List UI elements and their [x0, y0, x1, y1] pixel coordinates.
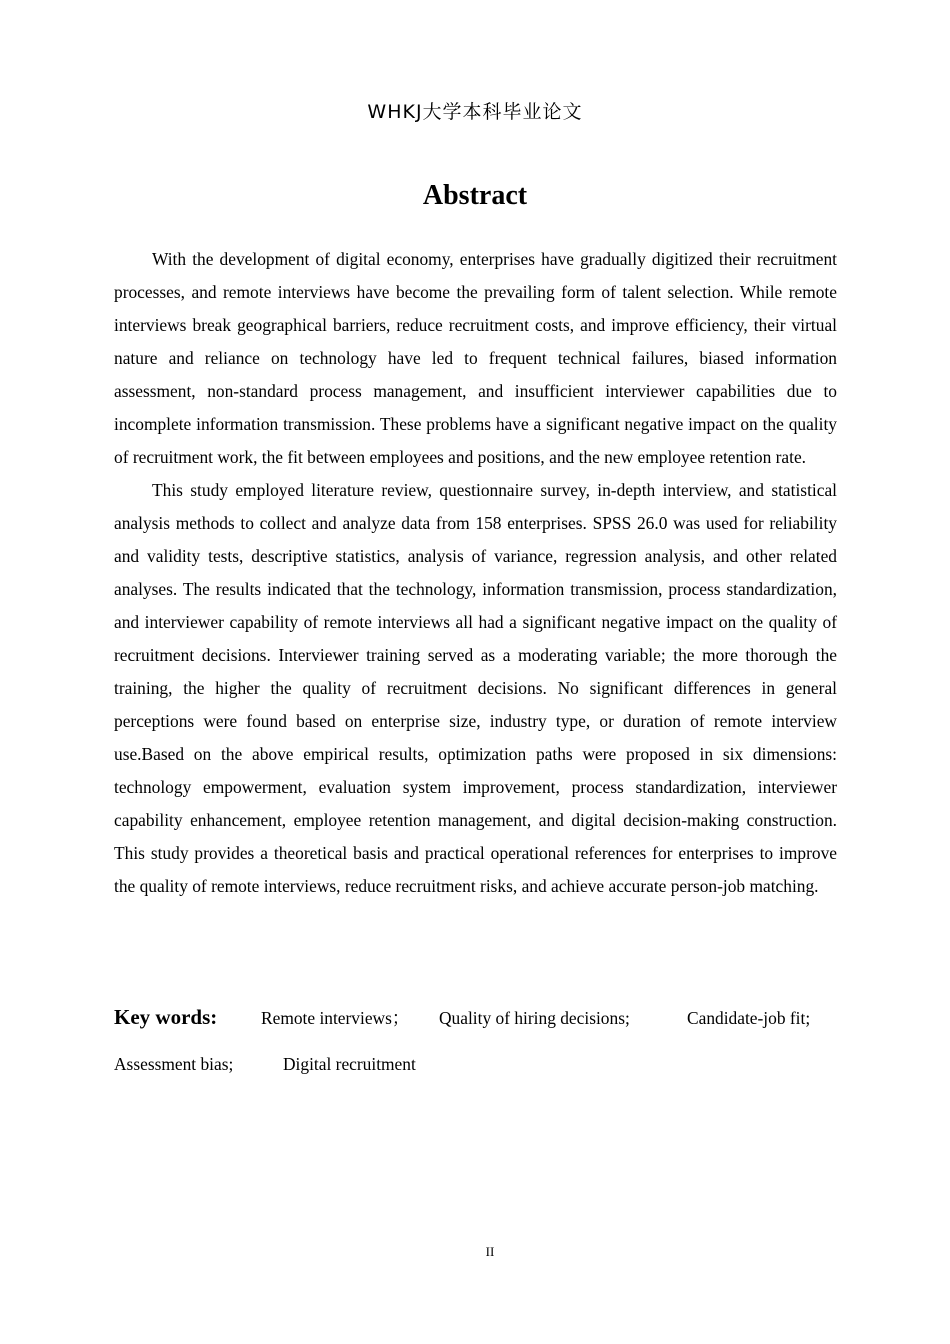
abstract-paragraph-2: This study employed literature review, questionnaire survey, in-depth interview, and statistical analysis methods to collect and analyze data from 158 enterprises. SPSS 26.0 was used for reliability and validity tests, descriptive statistics, analysis of variance, regression analysis, and other related analyses. The results indicated that the technology, information transmission, process standardization, and interviewer capability of remote interviews all had a significant negative impact on the quality of recruitment decisions. Interviewer training served as a moderating variable; the more thorough the training, the higher the quality of recruitment decisions. No significant differences in general perceptions were found based on enterprise size, industry type, or duration of remote interview use.Based on the above empirical results, optimization paths were proposed in six dimensions: technology empowerment, evaluation system improvement, process standardization, interviewer capability enhancement, employee retention management, and digital decision-making construction. This study provides a theoretical basis and practical operational references for enterprises to improve the quality of remote interviews, reduce recruitment risks, and achieve accurate person-job matching. — [114, 480, 837, 896]
abstract-heading: Abstract — [422, 180, 528, 211]
abstract-body — [114, 243, 837, 903]
keywords-section — [114, 1004, 837, 1075]
keywords-label: Key words: — [114, 1005, 218, 1029]
keywords-line-1 — [114, 1004, 837, 1044]
keyword-term: Assessment bias; — [114, 1054, 234, 1074]
page-number: II — [485, 1244, 495, 1259]
keyword-term: Digital recruitment — [283, 1054, 416, 1074]
keyword-term: Remote interviews； — [261, 1008, 410, 1028]
document-header-title: WHKJ大学本科毕业论文 — [367, 101, 583, 123]
abstract-paragraph-1: With the development of digital economy, enterprises have gradually digitized their recruitment processes, and remote interviews have become the prevailing form of talent selection. While remote interviews break geographical barriers, reduce recruitment costs, and improve efficiency, their virtual nature and reliance on technology have led to frequent technical failures, biased information assessment, non-standard process management, and insufficient interviewer capabilities due to incomplete information transmission. These problems have a significant negative impact on the quality of recruitment work, the fit between employees and positions, and the new employee retention rate. — [114, 249, 837, 467]
keyword-term: Candidate-job fit; — [687, 1008, 811, 1028]
keywords-line-2 — [114, 1054, 837, 1075]
keyword-term: Quality of hiring decisions; — [439, 1008, 630, 1028]
